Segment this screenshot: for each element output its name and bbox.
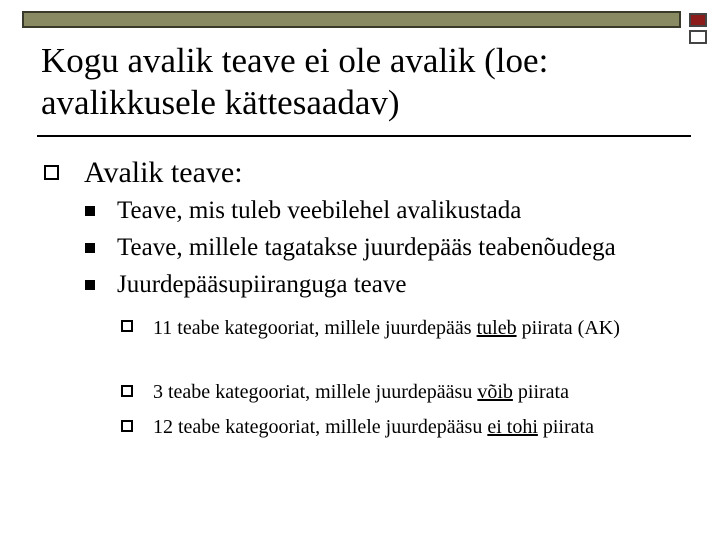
decoration-square-white xyxy=(689,30,707,44)
filled-square-bullet-icon xyxy=(85,243,95,253)
bullet-level2-text: Juurdepääsupiiranguga teave xyxy=(117,271,407,298)
bullet-level3-text xyxy=(153,312,663,344)
bullet-level1-text: Avalik teave: xyxy=(84,156,243,189)
hollow-square-bullet-icon xyxy=(44,165,59,180)
bullet-level3-text-part: piirata (AK) xyxy=(516,317,620,339)
bullet-level3-text xyxy=(153,411,623,443)
bullet-level2-text: Teave, millele tagatakse juurdepääs teabenõudega xyxy=(117,234,616,261)
filled-square-bullet-icon xyxy=(85,280,95,290)
title-divider xyxy=(37,135,691,137)
hollow-square-bullet-icon xyxy=(121,385,133,397)
decoration-square-red xyxy=(689,13,707,27)
bullet-level3-emphasis: võib xyxy=(477,381,513,403)
bullet-level3-text-part: 11 teabe kategooriat, millele juurdepääs xyxy=(153,317,477,339)
bullet-level3-text-part: 12 teabe kategooriat, millele juurdepääsu xyxy=(153,416,488,438)
hollow-square-bullet-icon xyxy=(121,320,133,332)
bullet-level2-text: Teave, mis tuleb veebilehel avalikustada xyxy=(117,197,522,224)
bullet-level3-text xyxy=(153,376,673,408)
filled-square-bullet-icon xyxy=(85,206,95,216)
header-decoration-bar xyxy=(22,11,681,28)
bullet-level3-text-part: piirata xyxy=(512,381,569,403)
bullet-level3-emphasis: ei tohi xyxy=(487,416,538,438)
bullet-level3-text-part: piirata xyxy=(537,416,594,438)
bullet-level3-text-part: 3 teabe kategooriat, millele juurdepääsu xyxy=(153,381,478,403)
bullet-level3-emphasis: tuleb xyxy=(476,317,517,339)
hollow-square-bullet-icon xyxy=(121,420,133,432)
slide-title: Kogu avalik teave ei ole avalik (loe: avalikkusele kättesaadav) xyxy=(41,41,549,122)
